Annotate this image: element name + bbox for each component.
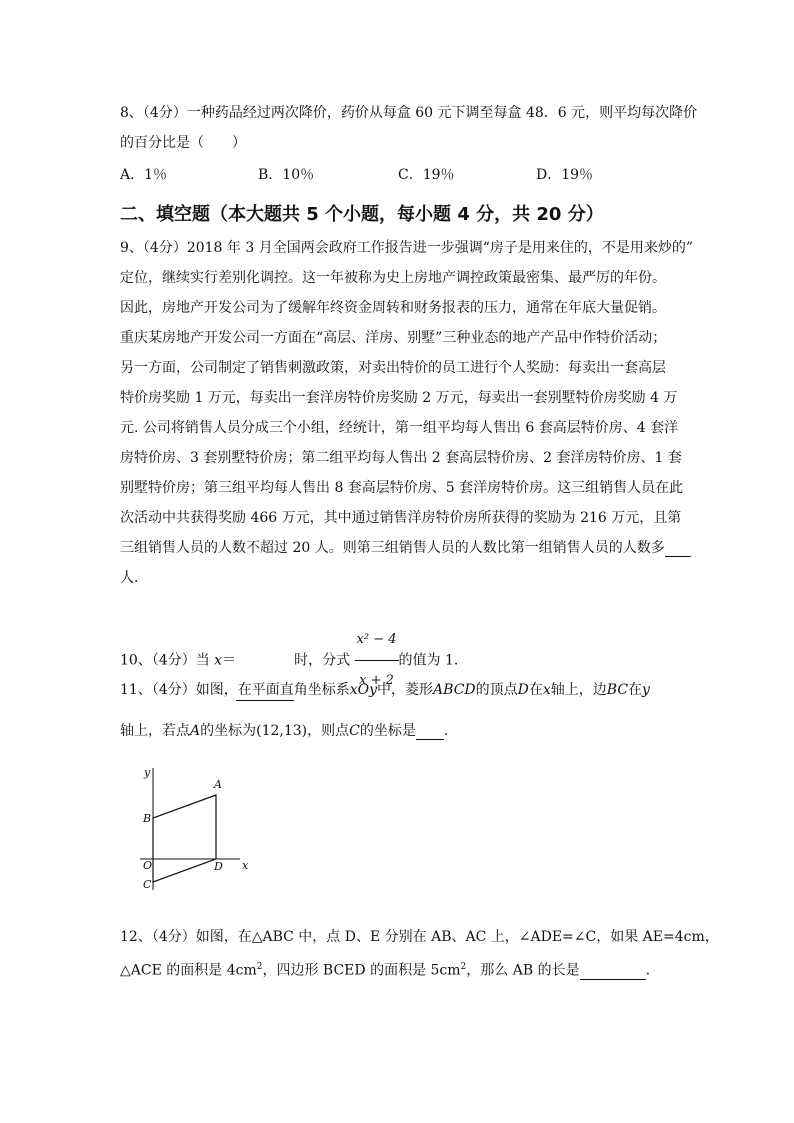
q8-option-c: C．19％ <box>398 167 455 183</box>
q12-line1: 12、（4分）如图，在△ABC 中，点 D、E 分别在 AB、AC 上，∠ADE=∠C，如果 AE=4cm， <box>120 929 719 945</box>
q12-sup: 2 <box>256 962 263 972</box>
rhombus-abcd <box>153 795 216 882</box>
q12-text: ，四边形 BCED 的面积是 5cm <box>262 962 461 979</box>
q9-line: 因此，房地产开发公司为了缓解年终资金周转和财务报表的压力，通常在年底大量促销。 <box>120 300 666 316</box>
q8-option-b: B．10％ <box>258 167 315 183</box>
label-C: C <box>143 878 152 891</box>
q8-line2: 的百分比是（ ） <box>120 135 246 151</box>
q9-line: 房特价房、3 套别墅特价房；第二组平均每人售出 2 套高层特价房、2 套洋房特价房、1 套 <box>120 450 682 466</box>
q11-c: C <box>349 723 360 739</box>
q11-d: D <box>517 682 529 698</box>
label-A: A <box>214 778 222 791</box>
q10-denominator: x + 2 <box>359 673 394 688</box>
q12-answer-blank[interactable] <box>580 965 646 980</box>
q9-line <box>120 539 691 557</box>
q11-text: . <box>443 723 449 739</box>
q11-line2 <box>120 722 448 740</box>
q9-line: 人. <box>120 570 139 586</box>
q12-text: . <box>645 962 651 979</box>
label-B: B <box>143 812 152 825</box>
q10-prefix: 10、（4分）当 <box>120 652 215 669</box>
q11-text: 中，菱形 <box>377 682 434 698</box>
q9-line: 重庆某房地产开发公司一方面在“高层、洋房、别墅”三种业态的地产产品中作特价活动； <box>120 330 667 346</box>
q11-xoy: xOy <box>349 682 378 698</box>
q11-text: ，则点 <box>307 723 350 739</box>
q9-line: 元. 公司将销售人员分成三个小组，经统计，第一组平均每人售出 6 套高层特价房、4 套洋 <box>120 420 679 436</box>
q9-line: 另一方面，公司制定了销售刺激政策，对卖出特价的员工进行个人奖励：每卖出一套高层 <box>120 360 666 376</box>
q11-text: 的坐标为 <box>200 723 257 739</box>
q9-line: 定位，继续实行差别化调控。这一年被称为史上房地产调控政策最密集、最严厉的年份。 <box>120 270 666 286</box>
q9-answer-blank[interactable] <box>665 542 691 557</box>
q11-text: 轴上，若点 <box>120 723 190 739</box>
q9-paragraph <box>120 239 694 609</box>
q8-line1: 8、（4分）一种药品经过两次降价，药价从每盒 60 元下调至每盒 48．6 元，则平均每次降价 <box>120 105 698 121</box>
label-y: y <box>144 766 151 779</box>
q10-eq: ＝ <box>222 652 237 669</box>
label-O: O <box>143 859 153 872</box>
q9-line: 别墅特价房；第三组平均每人售出 8 套高层特价房、5 套洋房特价房。这三组销售人员在此 <box>120 480 684 496</box>
q9-line-text: 三组销售人员的人数不超过 20 人。则第三组销售人员的人数比第一组销售人员的人数多 <box>120 540 665 556</box>
q11-text: 在 <box>628 682 643 698</box>
q12-sup: 2 <box>460 962 467 972</box>
q12-text: △ACE 的面积是 4cm <box>120 962 257 979</box>
q11-answer-blank[interactable] <box>416 725 444 740</box>
section-title: 二、填空题（本大题共 5 个小题，每小题 4 分，共 20 分） <box>120 204 604 225</box>
label-D: D <box>214 860 223 873</box>
q9-line: 次活动中共获得奖励 466 万元，其中通过销售洋房特价房所获得的奖励为 216 万元，且第 <box>120 510 682 526</box>
q11-text: 的坐标是 <box>359 723 416 739</box>
q11-y: y <box>642 682 650 698</box>
rhombus-figure <box>138 762 258 892</box>
q11-abcd: ABCD <box>433 682 476 698</box>
q12-line2 <box>120 958 650 980</box>
q12-text: ，那么 AB 的长是 <box>466 962 580 979</box>
q9-line: 特价房奖励 1 万元，每卖出一套洋房特价房奖励 2 万元，每卖出一套别墅特价房奖励 4 万 <box>120 390 678 406</box>
q11-text: 的顶点 <box>475 682 518 698</box>
q10-suffix: 的值为 1． <box>398 652 468 669</box>
label-x: x <box>242 859 249 872</box>
q10-mid: 时，分式 <box>294 652 351 669</box>
q10-var: x <box>214 652 223 669</box>
q9-line: 9、（4分）2018 年 3 月全国两会政府工作报告进一步强调“房子是用来住的，不是用来炒的” <box>120 240 694 256</box>
q11-line1 <box>120 681 650 699</box>
q8-option-a: A．1％ <box>120 167 168 183</box>
q11-a: A <box>190 723 201 739</box>
q11-coord: (12,13) <box>256 723 308 739</box>
q11-text: 轴上，边 <box>550 682 607 698</box>
q8-option-d: D．19％ <box>536 167 594 183</box>
q11-text: 11、（4分）如图，在平面直角坐标系 <box>120 682 350 698</box>
q11-text: 在 <box>528 682 543 698</box>
q11-bc: BC <box>606 682 629 698</box>
q11-x: x <box>542 682 551 698</box>
q10-numerator: x² − 4 <box>355 620 399 661</box>
